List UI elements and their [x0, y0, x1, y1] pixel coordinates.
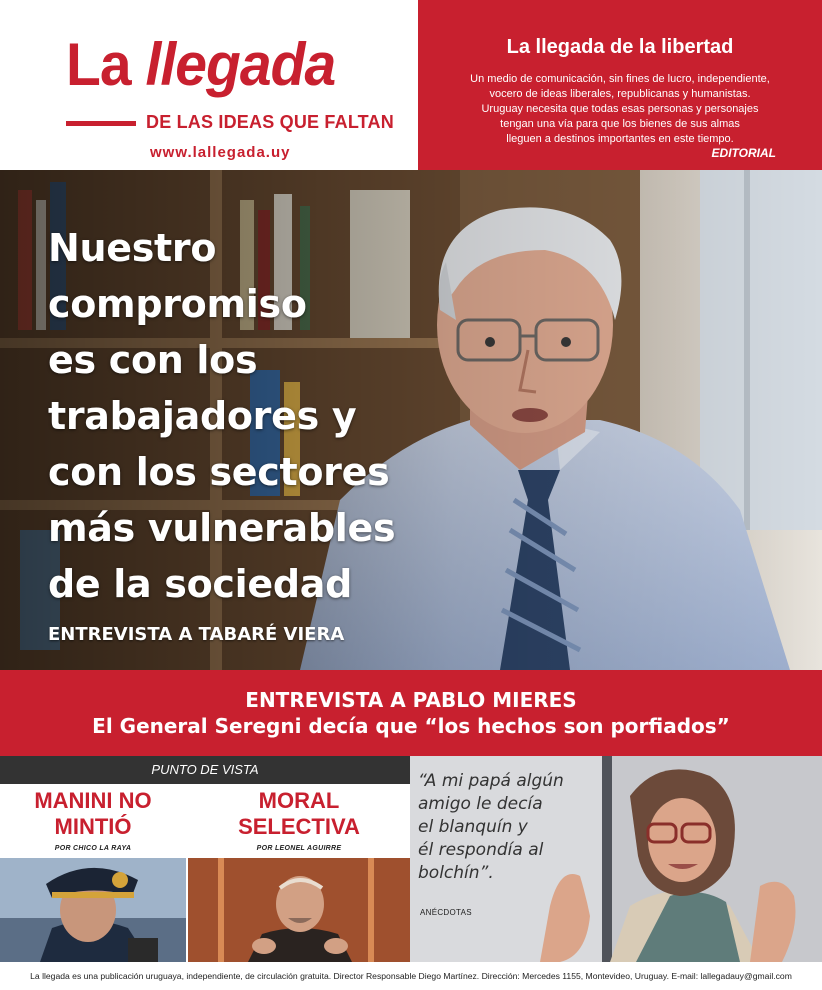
column-byline: POR CHICO LA RAYA — [54, 845, 132, 852]
editorial-panel — [418, 0, 822, 170]
editorial-line: tengan una vía para que los bienes de sus almas — [500, 118, 740, 130]
hero-headline-line: compromiso — [48, 282, 307, 326]
hero-headline-line: más vulnerables — [48, 506, 396, 550]
hero-subtitle: ENTREVISTA A TABARÉ VIERA — [48, 624, 345, 645]
anecdotas-section-label: ANÉCDOTAS — [420, 908, 472, 917]
feature-band-quote: El General Seregni decía que “los hechos son porfiados” — [92, 714, 730, 738]
hero-headline-line: con los sectores — [48, 450, 390, 494]
column-title-line: SELECTIVA — [238, 814, 360, 839]
logo[interactable] — [66, 30, 335, 99]
hero-headline-line: trabajadores y — [48, 394, 357, 438]
feature-band[interactable] — [0, 670, 822, 756]
hero-headline-line: Nuestro — [48, 226, 217, 270]
column-title — [188, 784, 410, 840]
anecdotas-quote — [418, 770, 618, 885]
column-byline: POR LEONEL AGUIRRE — [256, 845, 342, 852]
masthead — [0, 0, 822, 170]
quote-line: el blanquín y — [418, 817, 528, 837]
column-header — [188, 784, 410, 858]
logo-tagline: DE LAS IDEAS QUE FALTAN — [146, 112, 394, 132]
logo-word-la: La — [66, 31, 146, 98]
column-manini[interactable] — [0, 784, 186, 962]
quote-line: amigo le decía — [418, 794, 543, 814]
editorial-section-label: EDITORIAL — [711, 146, 776, 160]
hero-headline[interactable] — [48, 220, 448, 612]
editorial-line: lleguen a destinos importantes en este tiempo. — [506, 133, 734, 145]
logo-word-llegada: llegada — [145, 31, 336, 98]
column-title-line: MINTIÓ — [54, 814, 132, 839]
column-title-line: MANINI NO — [34, 788, 152, 813]
quote-line: bolchín”. — [418, 863, 494, 883]
site-url-link[interactable]: www.lallegada.uy — [150, 144, 291, 161]
column-moral-selectiva[interactable] — [188, 784, 410, 962]
hero-headline-line: de la sociedad — [48, 562, 352, 606]
logo-panel — [0, 0, 418, 170]
footer-imprint: La llegada es una publicación uruguaya, independiente, de circulación gratuita. Director Responsable Diego Martínez. Dirección: Mercedes 1155, Montevideo, Uruguay. E-mail: lallegadauy@gmail.com — [30, 971, 792, 981]
editorial-line: vocero de ideas liberales, republicanas y humanistas. — [489, 88, 751, 100]
hero-story[interactable] — [0, 170, 822, 670]
logo-rule — [66, 121, 136, 126]
column-title-line: MORAL — [258, 788, 340, 813]
column-photo — [0, 858, 186, 962]
punto-de-vista-label: PUNTO DE VISTA — [151, 762, 259, 777]
footer — [0, 962, 822, 990]
editorial-line: Un medio de comunicación, sin fines de lucro, independiente, — [470, 73, 770, 85]
column-title — [0, 784, 186, 840]
feature-band-title: ENTREVISTA A PABLO MIERES — [245, 688, 577, 712]
anecdotas-story[interactable] — [410, 756, 822, 962]
column-photo — [188, 858, 410, 962]
quote-line: él respondía al — [418, 840, 544, 860]
column-header — [0, 784, 186, 858]
quote-line: “A mi papá algún — [418, 771, 564, 791]
hero-headline-line: es con los — [48, 338, 258, 382]
editorial-title[interactable]: La llegada de la libertad — [506, 36, 734, 58]
editorial-text — [436, 72, 804, 147]
editorial-line: Uruguay necesita que todas esas personas y personajes — [481, 103, 759, 115]
punto-de-vista-bar — [0, 756, 410, 784]
